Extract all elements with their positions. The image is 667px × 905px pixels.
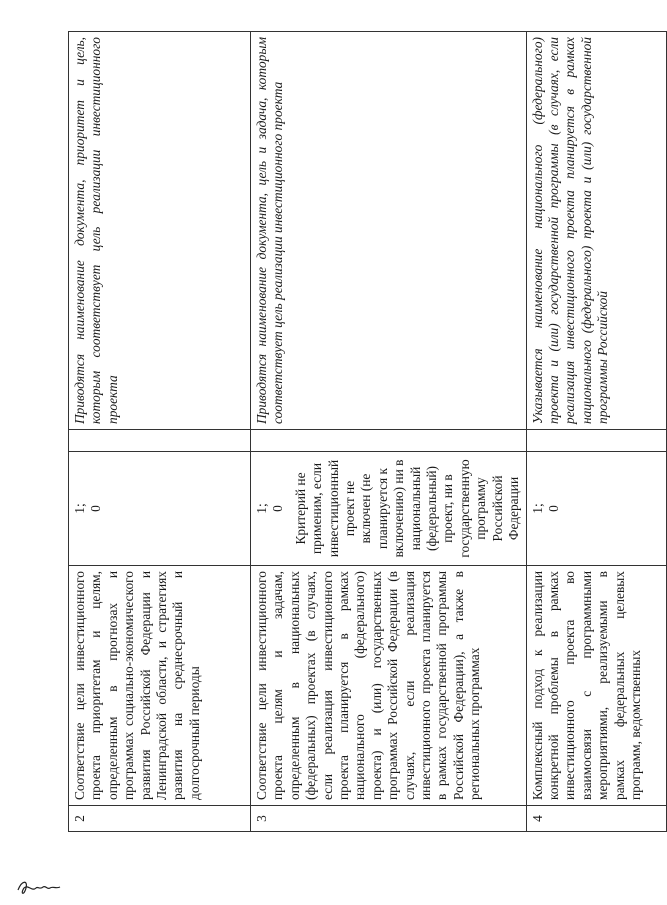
score-cell [251,452,527,566]
note-text: Приводятся наименование документа, приоритет и цель, которым соответствует цель реализации инвестиционного проекта [69,32,251,430]
table-row [251,32,527,832]
criteria-table [68,31,667,832]
score-values: 1; 0 [254,503,286,514]
row-number: 3 [251,806,527,832]
criterion-text: Соответствие цели инвестиционного проекта целям и задачам, определенным в национальных (федеральных) проектах (в случаях, если реализация инвестиционного проекта планируется в рамках национального (федерального) проекта) и (или) государственных программах Российской Федерации (в случаях, если реализация инвестиционного проекта планируется в рамках государственной программы Российской Федерации), а также в региональных программах [251,566,527,806]
row-number: 2 [69,806,251,832]
note-text: Приводятся наименование документа, цель и задача, которым соответствует цель реализации инвестиционного проекта [251,32,527,430]
rotated-page-content [68,32,643,832]
row-number: 4 [526,806,666,832]
score-values: 1; 0 [72,503,104,514]
criterion-text: Соответствие цели инвестиционного проекта приоритетам и целям, определенным в прогнозах и программах социально-экономического развития Российской Федерации и Ленинградской области, и стратегиях развития на среднесрочный и долгосрочный периоды [69,566,251,806]
table-row [526,32,666,832]
score-cell [526,452,666,566]
empty-cell [526,430,666,452]
signature-mark [16,876,62,898]
note-text: Указывается наименование национального (федерального) проекта и (или) государственной программы (в случаях, если реализация инвестиционного проекта планируется в рамках национального (федерального) проекта и (или) государственной программы Российской [526,32,666,430]
criterion-text: Комплексный подход к реализации конкретной проблемы в рамках инвестиционного проекта во взаимосвязи с программными мероприятиями, реализуемыми в рамках федеральных целевых программ, ведомственных [526,566,666,806]
table-row [69,32,251,832]
empty-cell [69,430,251,452]
score-note: Критерий не применим, если инвестиционный проект не включен (не планируется к включению) ни в национальный (федеральный) проект, ни в государственную программу Российской Федерации [292,459,522,558]
score-cell [69,452,251,566]
empty-cell [251,430,527,452]
score-values: 1; 0 [529,503,561,514]
